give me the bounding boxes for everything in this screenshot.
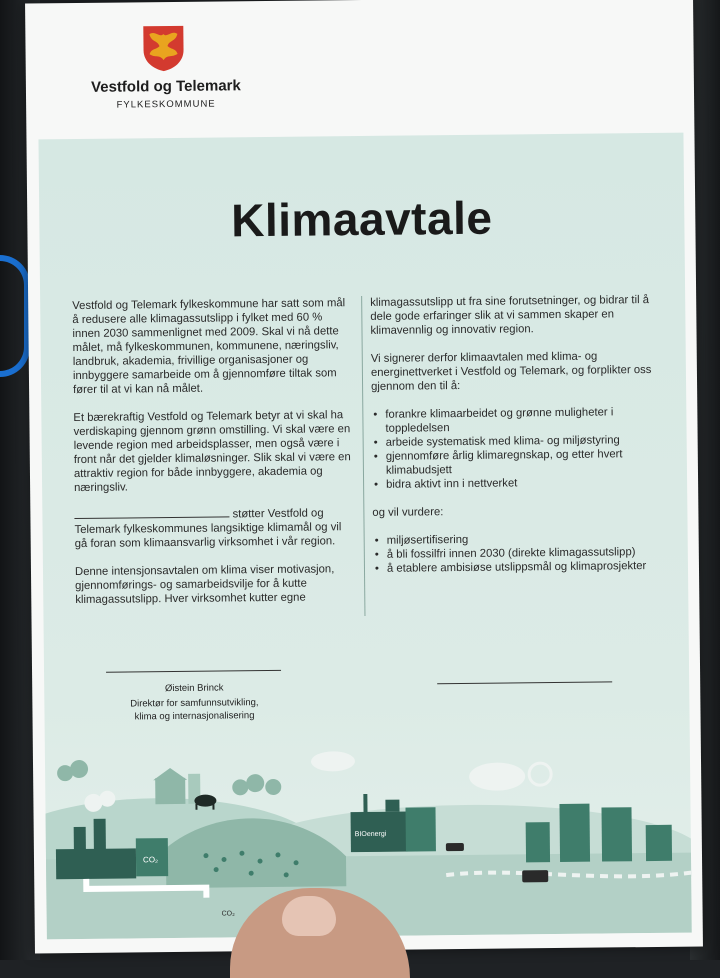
signatory-title-line: klima og internasjonalisering <box>134 710 255 723</box>
barn-icon <box>155 778 185 804</box>
sun-icon <box>529 763 551 785</box>
signatory-title <box>94 696 294 724</box>
paragraph: klimagassutslipp ut fra sine forutsetninger, og bidrar til å dele gode erfaringer slik at vi sammen skaper en klimavennlig og innovativ region. <box>370 294 650 337</box>
company-name-blank[interactable] <box>74 507 229 519</box>
cloud-icon <box>469 762 525 791</box>
paragraph: Vi signerer derfor klimaavtalen med klima- og energinettverket i Vestfold og Telemark, og forplikter oss gjennom den til å: <box>370 350 652 393</box>
background-blue-object <box>0 255 30 377</box>
commitments-list <box>371 405 662 492</box>
support-text: støtter Vestfold og Telemark fylkeskommunes langsiktige klimamål og vil gå foran som klimaansvarlig virksomhet i vår region. <box>74 507 342 551</box>
signature-line-fylkeskommune[interactable] <box>106 670 281 673</box>
truck-icon <box>522 870 548 882</box>
agreement-panel <box>38 133 691 940</box>
list-item: • arbeide systematisk med klima- og miljøstyring <box>372 433 662 450</box>
bioenergy-plant-icon <box>350 794 409 853</box>
list-item: • å bli fossilfri innen 2030 (direkte klimagassutslipp) <box>373 545 663 562</box>
car-icon <box>446 843 464 851</box>
list-item: • miljøsertifisering <box>373 531 663 548</box>
header <box>25 1 306 129</box>
coat-of-arms-icon <box>141 24 186 72</box>
organization-name: Vestfold og Telemark <box>90 77 241 96</box>
co2-label: CO₂ <box>142 855 159 865</box>
left-column <box>72 296 355 621</box>
list-item: • forankre klimaarbeidet og grønne muligheter i toppledelsen <box>371 405 661 436</box>
bioenergy-label: BIOenergi <box>354 830 387 839</box>
organization-subtitle: FYLKESKOMMUNE <box>116 98 216 111</box>
document-title: Klimaavtale <box>230 191 493 247</box>
considerations-list <box>373 531 663 576</box>
paragraph: Denne intensjonsavtalen om klima viser motivasjon, gjennomførings- og samarbeidsvilje for å kutte klimagassutslipp. Hver virksomhet kutter egne <box>74 563 335 607</box>
signatory-name: Øistein Brinck <box>164 682 224 695</box>
signature-line-company[interactable] <box>437 681 612 684</box>
building-icon <box>405 807 435 851</box>
document-sheet <box>25 0 703 953</box>
column-divider <box>361 296 365 616</box>
support-statement <box>74 506 354 551</box>
list-item: • gjennomføre årlig klimaregnskap, og etter hvert klimabudsjett <box>372 447 662 478</box>
consider-intro: og vil vurdere: <box>372 506 444 519</box>
paragraph: Et bærekraftig Vestfold og Telemark betyr at vi skal ha verdiskaping gjennom grønn omstilling. Vi skal være en levende region med arbeidsplasser, men også være i front når det gjelder klimaløsninger. Slik skal vi være en attraktiv region for både innbyggere, akademia og næringsliv. <box>73 409 351 495</box>
paragraph: Vestfold og Telemark fylkeskommune har satt som mål å redusere alle klimagassutslipp i fylket med 60 % innen 2030 sammenlignet med 2009. Skal vi nå dette målet, må fylkeskommunen, kommunene, næringsliv, landbruk, akademia, frivillige organisasjoner og innbyggere samarbeide om å gjennomføre tiltak som fører til at vi kan nå målet. <box>72 297 346 397</box>
signatory-title-line: Direktør for samfunnsutvikling, <box>130 697 259 710</box>
cloud-icon <box>311 751 355 771</box>
thumb <box>282 896 336 936</box>
list-item: • bidra aktivt inn i nettverket <box>372 475 662 492</box>
right-column <box>370 293 663 590</box>
co2-bottom-label: CO₂ <box>221 910 235 918</box>
list-item: • å etablere ambisiøse utslippsmål og klimaprosjekter <box>373 559 663 576</box>
